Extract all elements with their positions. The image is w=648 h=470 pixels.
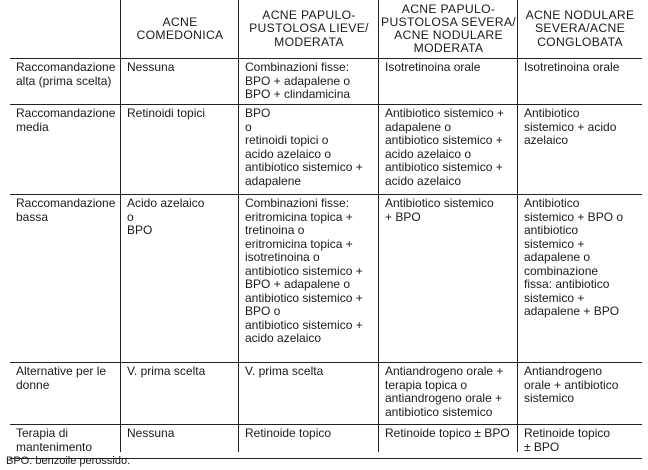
header-line: CONGLOBATA <box>537 34 623 49</box>
table-cell <box>379 105 518 195</box>
cell-line: tretinoina o <box>245 223 305 237</box>
cell-line: + BPO <box>385 209 421 224</box>
header-papulo-pustolosa-severa <box>379 0 518 59</box>
header-line: MODERATA <box>274 34 344 49</box>
cell-line: acido azelaico <box>385 173 462 188</box>
table-row-raccomandazione-media <box>10 105 642 195</box>
cell-line: Combinazioni fisse: <box>245 60 350 74</box>
cell-line: combinazione <box>524 263 599 278</box>
column-divider <box>378 0 379 452</box>
header-line: PUSTOLOSA LIEVE/ <box>249 21 369 36</box>
cell-line: Nessuna <box>127 426 175 440</box>
table-cell <box>121 59 239 105</box>
cell-line: media <box>16 119 49 134</box>
cell-line: adapalene + BPO <box>524 304 620 318</box>
cell-line: acido azelaico o <box>385 146 472 161</box>
cell-line: sistemico + BPO o <box>524 209 624 224</box>
header-line: ACNE NODULARE <box>525 8 635 23</box>
cell-line: V. prima scelta <box>245 364 324 378</box>
column-divider <box>238 0 239 452</box>
table-cell <box>121 363 239 425</box>
row-label-cell <box>10 425 121 459</box>
table-cell <box>518 105 642 195</box>
cell-line: BPO + clindamicina <box>245 87 351 101</box>
cell-line: Antibiotico sistemico <box>385 196 494 210</box>
cell-line: mantenimento <box>16 439 93 454</box>
cell-line: antibiotico sistemico + <box>245 317 363 332</box>
column-divider <box>120 0 121 452</box>
cell-line: Combinazioni fisse: <box>245 196 350 210</box>
header-line: ACNE PAPULO- <box>262 8 356 23</box>
cell-line: BPO o <box>245 304 281 318</box>
cell-line: azelaico <box>524 133 569 147</box>
header-line: SEVERA/ACNE <box>535 21 625 36</box>
cell-line: Retinoide topico <box>245 426 332 440</box>
header-comedonica <box>121 0 239 59</box>
cell-line: antibiotico sistemico + <box>385 160 503 174</box>
table-cell <box>518 59 642 105</box>
cell-line: bassa <box>16 209 49 224</box>
cell-line: Raccomandazione <box>16 106 116 120</box>
table-cell <box>379 195 518 363</box>
cell-line: Antibiotico <box>524 196 580 210</box>
table-footnote: BPO: benzoile perossido. <box>6 455 131 467</box>
table-cell <box>379 425 518 459</box>
header-line: COMEDONICA <box>136 28 224 42</box>
cell-line: sistemico + <box>524 236 585 251</box>
cell-line: Antiandrogeno <box>524 364 603 378</box>
cell-line: antibiotico sistemico + <box>245 290 363 305</box>
cell-line: sistemico <box>524 391 575 405</box>
header-line: PUSTOLOSA SEVERA/ <box>381 14 516 29</box>
cell-line: Nessuna <box>127 60 175 74</box>
table-cell <box>239 59 379 105</box>
cell-line: terapia topica o <box>385 377 468 392</box>
cell-line: Retinoidi topici <box>127 106 206 120</box>
cell-line: orale + antibiotico <box>524 377 619 392</box>
acne-treatment-table <box>10 0 642 459</box>
cell-line: ± BPO <box>524 439 560 454</box>
table-cell <box>239 105 379 195</box>
table-cell <box>121 105 239 195</box>
cell-line: fissa: antibiotico <box>524 277 610 291</box>
table-cell <box>239 425 379 459</box>
cell-line: BPO + adapalene o <box>245 277 351 291</box>
cell-line: Alternative per le <box>16 364 107 378</box>
cell-line: Antibiotico sistemico + <box>385 106 505 120</box>
header-line: MODERATA <box>413 41 484 56</box>
table-cell <box>239 195 379 363</box>
cell-line: Acido azelaico <box>127 196 205 210</box>
cell-line: antibiotico <box>524 223 579 237</box>
row-label-cell <box>10 363 121 425</box>
cell-line: antibiotico sistemico <box>385 404 493 419</box>
header-papulo-pustolosa-lieve <box>239 0 379 59</box>
cell-line: acido azelaico <box>245 331 322 345</box>
table-cell <box>239 363 379 425</box>
table-cell <box>121 425 239 459</box>
cell-line: o <box>127 209 134 224</box>
cell-line: eritromicina topica + <box>245 236 353 251</box>
row-label-cell <box>10 195 121 363</box>
cell-line: acido azelaico o <box>245 146 332 161</box>
cell-line: o <box>245 119 252 134</box>
cell-line: antibiotico sistemico + <box>245 160 363 174</box>
cell-line: BPO + adapalene o <box>245 73 351 88</box>
cell-line: Raccomandazione <box>16 196 116 210</box>
header-line: ACNE <box>162 14 198 29</box>
cell-line: BPO <box>127 223 153 237</box>
cell-line: sistemico + acido <box>524 119 617 134</box>
cell-line: antibiotico sistemico + <box>245 263 363 278</box>
row-label-cell <box>10 105 121 195</box>
cell-line: Retinoide topico <box>524 426 611 440</box>
cell-line: Raccomandazione <box>16 60 116 74</box>
cell-line: V. prima scelta <box>127 364 206 378</box>
cell-line: adapalene o <box>385 119 452 134</box>
header-nodulare-severa <box>518 0 642 59</box>
cell-line: Terapia di <box>16 426 69 440</box>
cell-line: eritromicina topica + <box>245 209 353 224</box>
cell-line: retinoidi topici o <box>245 133 329 147</box>
cell-line: isotretinoina o <box>245 250 320 264</box>
table-cell <box>518 195 642 363</box>
cell-line: antiandrogeno orale + <box>385 391 503 405</box>
cell-line: alta (prima scelta) <box>16 73 112 88</box>
column-divider <box>517 0 518 452</box>
cell-line: donne <box>16 377 50 392</box>
cell-line: Isotretinoina orale <box>385 60 481 74</box>
header-line: ACNE NODULARE <box>394 28 503 42</box>
cell-line: adapalene o <box>524 250 591 264</box>
header-empty-cell <box>10 0 121 59</box>
cell-line: BPO <box>245 106 271 120</box>
row-label-cell <box>10 59 121 105</box>
cell-line: Antiandrogeno orale + <box>385 364 504 378</box>
header-row <box>10 0 642 59</box>
cell-line: antibiotico sistemico + <box>385 133 503 147</box>
cell-line: adapalene <box>245 173 302 188</box>
table-row-alternative-donne <box>10 363 642 425</box>
table-row-raccomandazione-alta <box>10 59 642 105</box>
table-cell <box>518 425 642 459</box>
table-cell <box>121 195 239 363</box>
cell-line: Retinoide topico ± BPO <box>385 426 510 440</box>
table-row-raccomandazione-bassa <box>10 195 642 363</box>
header-line: ACNE PAPULO- <box>401 1 496 16</box>
table-cell <box>379 363 518 425</box>
cell-line: sistemico + <box>524 290 585 305</box>
cell-line: Antibiotico <box>524 106 580 120</box>
table-cell <box>518 363 642 425</box>
table-row-terapia-mantenimento <box>10 425 642 459</box>
table-cell <box>379 59 518 105</box>
cell-line: Isotretinoina orale <box>524 60 620 74</box>
